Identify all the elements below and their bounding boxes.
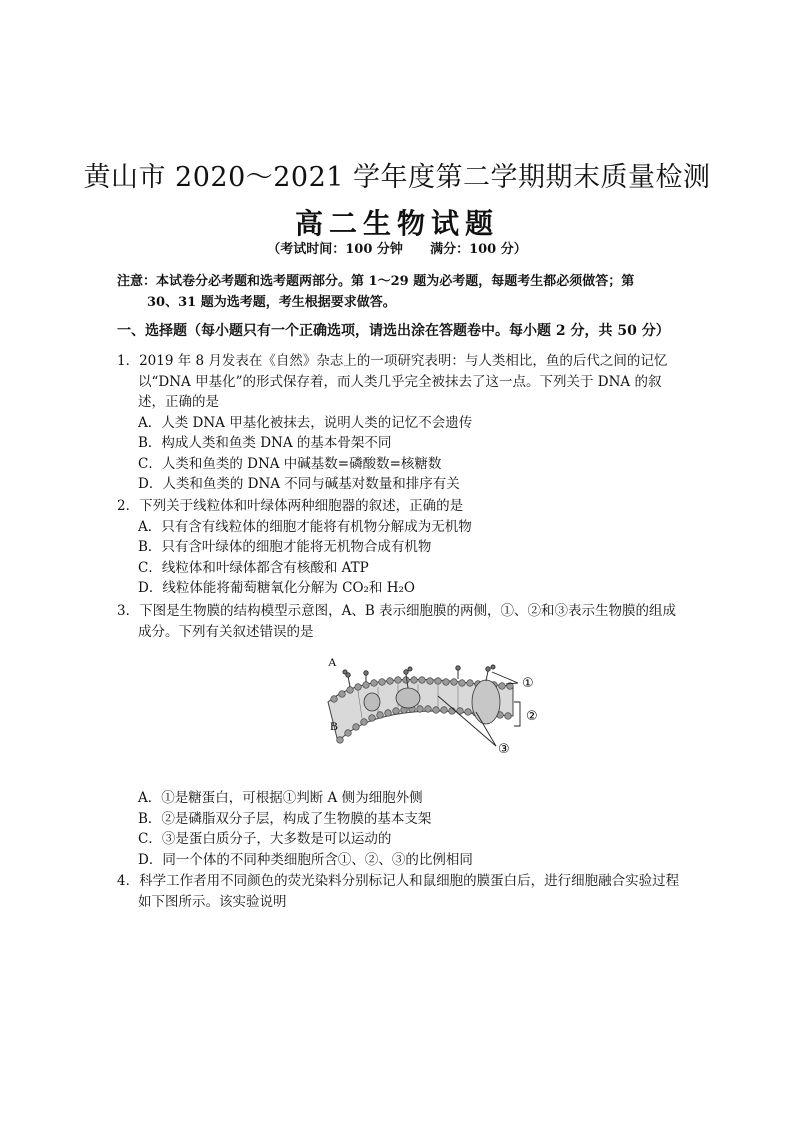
label-2: ② — [526, 709, 538, 724]
notice — [117, 271, 677, 313]
exam-info — [0, 240, 794, 260]
question-1 — [117, 351, 687, 495]
exam-title: 黄山市 2020～2021 学年度第二学期期末质量检测 — [83, 162, 711, 193]
protein — [364, 693, 380, 711]
question-stem: 1．2019 年 8 月发表在《自然》杂志上的一项研究表明：与人类相比，鱼的后代之间的记忆以“DNA 甲基化”的形式保存着，而人类几乎完全被抹去了这一点。下列关于 DNA 的叙述，正确的是 — [117, 353, 668, 410]
question-stem: 3．下图是生物膜的结构模型示意图，A、B 表示细胞膜的两侧，①、②和③表示生物膜的组成成分。下列有关叙述错误的是 — [117, 603, 677, 640]
protein-channel — [472, 680, 500, 724]
membrane-diagram — [318, 654, 558, 759]
exam-subtitle: 高二生物试题 — [294, 207, 499, 240]
side-b-label: B — [330, 719, 339, 733]
membrane-svg — [318, 654, 558, 759]
notice-line-1: 注意：本试卷分必考题和选考题两部分。第 1～29 题为必考题，每题考生都必须做答；第 — [117, 274, 635, 289]
side-a-label: A — [328, 655, 337, 669]
full-score: 满分：100 分） — [430, 242, 527, 257]
section-heading: 一、选择题（每小题只有一个正确选项，请选出涂在答题卷中。每小题 2 分，共 50 分） — [117, 323, 670, 339]
question-2 — [117, 496, 687, 599]
question-stem: 2．下列关于线粒体和叶绿体两种细胞器的叙述，正确的是 — [117, 498, 464, 514]
option-a: A．①是糖蛋白，可根据①判断 A 侧为细胞外侧 — [138, 790, 423, 806]
option-d: D．线粒体能将葡萄糖氧化分解为 CO₂和 H₂O — [138, 580, 415, 596]
notice-line-2: 30、31 题为选考题，考生根据要求做答。 — [147, 295, 396, 310]
question-4 — [117, 871, 687, 912]
question-3 — [117, 601, 687, 642]
label-3: ③ — [498, 742, 510, 757]
protein — [396, 688, 420, 708]
option-d: D．同一个体的不同种类细胞所含①、②、③的比例相同 — [138, 851, 473, 868]
option-b: B．②是磷脂双分子层，构成了生物膜的基本支架 — [138, 810, 432, 827]
option-a: A．只有含有线粒体的细胞才能将有机物分解成为无机物 — [138, 518, 472, 535]
option-a: A．人类 DNA 甲基化被抹去，说明人类的记忆不会遗传 — [138, 414, 473, 431]
option-b: B．只有含叶绿体的细胞才能将无机物合成有机物 — [138, 539, 432, 555]
question-3-options — [117, 788, 687, 870]
question-stem: 4．科学工作者用不同颜色的荧光染料分别标记人和鼠细胞的膜蛋白后，进行细胞融合实验过程如下图所示。该实验说明 — [117, 873, 680, 910]
option-c: C．人类和鱼类的 DNA 中碱基数=磷酸数=核糖数 — [138, 455, 442, 472]
option-b: B．构成人类和鱼类 DNA 的基本骨架不同 — [138, 435, 392, 451]
option-d: D．人类和鱼类的 DNA 不同与碱基对数量和排序有关 — [138, 476, 460, 492]
label-1: ① — [522, 676, 534, 691]
exam-time: （考试时间：100 分钟 — [267, 242, 403, 257]
option-c: C．线粒体和叶绿体都含有核酸和 ATP — [138, 559, 369, 576]
option-c: C．③是蛋白质分子，大多数是可以运动的 — [138, 831, 392, 847]
